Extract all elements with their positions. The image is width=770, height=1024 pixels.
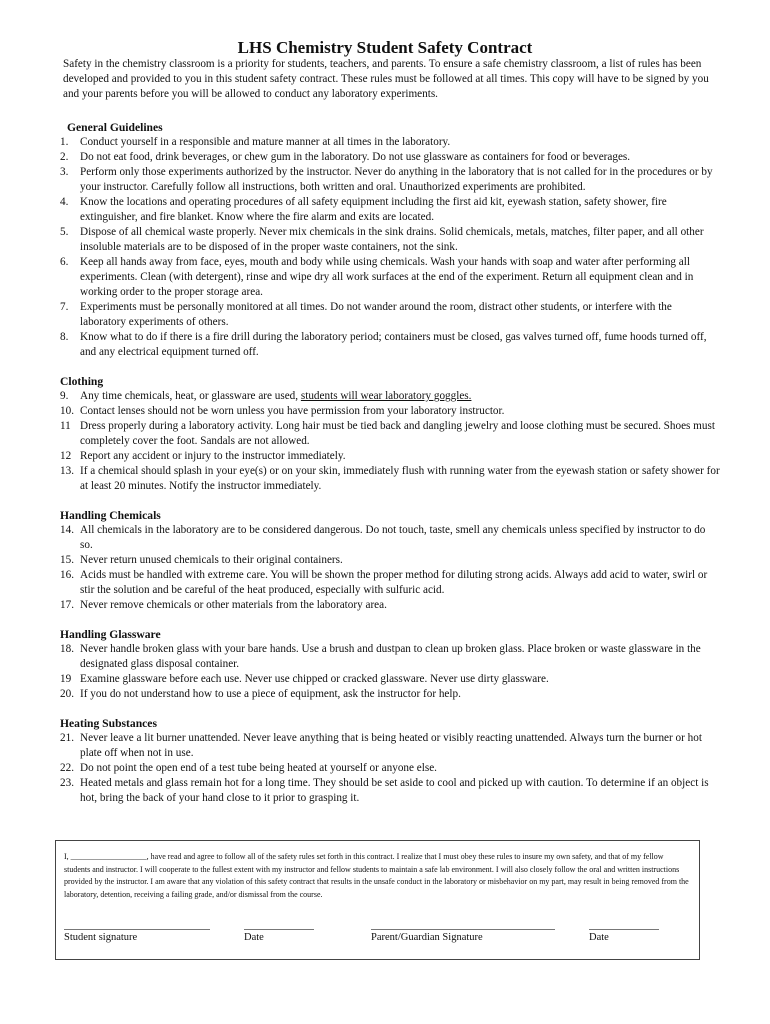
rule-item	[60, 672, 720, 687]
rule-text-block	[80, 404, 720, 419]
rule-item	[60, 687, 720, 702]
rule-number: 13.	[60, 465, 74, 477]
rule-text-block	[80, 165, 720, 195]
section-heading: Heating Substances	[60, 717, 157, 730]
rule-number: 11	[60, 420, 71, 432]
rules-section	[60, 508, 720, 613]
rule-text: Any time chemicals, heat, or glassware are used,	[80, 390, 301, 402]
rule-item	[60, 464, 720, 494]
contract-statement: I, ___________________, have read and agree to follow all of the safety rules set forth in this contract. I realize that I must obey these rules to insure my own safety, and that of my fellow students and instructor. I will cooperate to the fullest extent with my instructor and fellow students to maintain a safe lab environment. I will also closely follow the oral and written instructions provided by the instructor. I am aware that any violation of this safety contract that results in the unsafe conduct in the laboratory or misbehavior on my part, may result in being removed from the laboratory, detention, receiving a failing grade, and/or dismissal from the course.	[64, 852, 689, 899]
rule-text: Never return unused chemicals to their original containers.	[80, 554, 343, 566]
rule-text: If a chemical should splash in your eye(s) or on your skin, immediately flush with running water from the eyewash station or safety shower for at least 20 minutes. Notify the instructor immediately.	[80, 465, 720, 492]
rule-emphasis: students will wear laboratory goggles.	[300, 390, 472, 402]
rule-text-block	[80, 300, 720, 330]
rule-number: 5.	[60, 226, 69, 238]
rule-text-block	[80, 255, 720, 300]
rule-item	[60, 642, 720, 672]
rule-number: 6.	[60, 256, 69, 268]
rule-text: Know what to do if there is a fire drill during the laboratory period; containers must be closed, gas valves turned off, fume hoods turned off, and any electrical equipment turned off.	[80, 331, 707, 358]
rule-text: Report any accident or injury to the instructor immediately.	[80, 450, 346, 462]
rule-item	[60, 300, 720, 330]
rules-section	[60, 120, 720, 360]
rule-text-block	[80, 672, 720, 687]
section-heading: General Guidelines	[67, 121, 163, 134]
rule-text-block	[80, 330, 720, 360]
signature-row	[64, 929, 691, 957]
rule-item	[60, 225, 720, 255]
rule-item	[60, 404, 720, 419]
intro-paragraph: Safety in the chemistry classroom is a priority for students, teachers, and parents. To ensure a safe chemistry classroom, a list of rules has been developed and provided to you in this student safety contract. These rules must be followed at all times. This copy will have to be signed by you and your parents before you will be allowed to conduct any laboratory experiments.	[63, 58, 709, 100]
rule-number: 17.	[60, 599, 74, 611]
contract-box	[55, 840, 700, 960]
parent-signature-field[interactable]	[371, 929, 555, 945]
rule-item	[60, 449, 720, 464]
rule-text: Acids must be handled with extreme care. You will be shown the proper method for diluting strong acids. Always add acid to water, swirl or stir the solution and be careful of the heat produced, especially with sulfuric acid.	[80, 569, 708, 596]
rule-number: 18.	[60, 643, 74, 655]
rule-number: 19	[60, 673, 72, 685]
rule-item	[60, 195, 720, 225]
document-title: LHS Chemistry Student Safety Contract	[237, 38, 533, 57]
rule-text-block	[80, 225, 720, 255]
rule-text: Keep all hands away from face, eyes, mouth and body while using chemicals. Wash your hands with soap and water after performing all experiments. Clean (with detergent), rinse and wipe dry all work surfaces at the end of the experiment. Return all equipment clean and in working order to the proper storage area.	[80, 256, 694, 298]
rule-item	[60, 419, 720, 449]
rule-item	[60, 255, 720, 300]
rule-text-block	[80, 776, 720, 806]
rule-number: 4.	[60, 196, 69, 208]
signature-line	[64, 929, 210, 930]
rules-section	[60, 716, 720, 806]
signature-line	[371, 929, 555, 930]
rule-text-block	[80, 195, 720, 225]
rules-container	[60, 120, 720, 820]
rule-text: Perform only those experiments authorized by the instructor. Never do anything in the laboratory that is not called for in the procedures or by your instructor. Carefully follow all instructions, both written and oral. Unauthorized experiments are prohibited.	[80, 166, 713, 193]
rule-item	[60, 598, 720, 613]
rule-text: Never remove chemicals or other materials from the laboratory area.	[80, 599, 387, 611]
rule-number: 21.	[60, 732, 74, 744]
rule-text: All chemicals in the laboratory are to be considered dangerous. Do not touch, taste, smell any chemicals unless specified by instructor to do so.	[80, 524, 706, 551]
rule-text-block	[80, 449, 720, 464]
signature-line	[589, 929, 659, 930]
rule-text-block	[80, 135, 720, 150]
rule-text: Never handle broken glass with your bare hands. Use a brush and dustpan to clean up broken glass. Place broken or waste glassware in the designated glass disposal container.	[80, 643, 701, 670]
rule-number: 8.	[60, 331, 69, 343]
rule-item	[60, 389, 720, 404]
rule-item	[60, 568, 720, 598]
rule-text: Know the locations and operating procedures of all safety equipment including the first aid kit, eyewash station, safety shower, fire extinguisher, and fire blanket. Know where the fire alarm and exits are located.	[80, 196, 667, 223]
student-signature-field[interactable]	[64, 929, 210, 945]
student-signature-label: Student signature	[64, 932, 138, 943]
student-date-label: Date	[244, 932, 264, 943]
rule-number: 10.	[60, 405, 74, 417]
rule-item	[60, 150, 720, 165]
rule-number: 12	[60, 450, 72, 462]
rule-text-block	[80, 687, 720, 702]
rule-item	[60, 553, 720, 568]
rule-text-block	[80, 553, 720, 568]
rule-number: 7.	[60, 301, 69, 313]
rule-number: 1.	[60, 136, 69, 148]
rule-item	[60, 165, 720, 195]
rule-number: 20.	[60, 688, 74, 700]
rule-text: Never leave a lit burner unattended. Never leave anything that is being heated or visibly reacting unattended. Always turn the burner or hot plate off when not in use.	[80, 732, 702, 759]
rule-text: If you do not understand how to use a piece of equipment, ask the instructor for help.	[80, 688, 461, 700]
rule-item	[60, 761, 720, 776]
rule-number: 16.	[60, 569, 74, 581]
rule-number: 23.	[60, 777, 74, 789]
rule-text-block	[80, 419, 720, 449]
parent-date-field[interactable]	[589, 929, 659, 945]
parent-signature-label: Parent/Guardian Signature	[371, 932, 483, 943]
rule-text-block	[80, 731, 720, 761]
rule-item	[60, 776, 720, 806]
rule-text: Dress properly during a laboratory activity. Long hair must be tied back and dangling jewelry and loose clothing must be secured. Shoes must completely cover the foot. Sandals are not allowed.	[80, 420, 715, 447]
rule-text-block	[80, 389, 720, 404]
student-date-field[interactable]	[244, 929, 314, 945]
rule-item	[60, 731, 720, 761]
rule-text-block	[80, 568, 720, 598]
rule-text: Conduct yourself in a responsible and mature manner at all times in the laboratory.	[80, 136, 451, 148]
rule-text-block	[80, 642, 720, 672]
section-heading: Handling Glassware	[60, 628, 161, 641]
parent-date-label: Date	[589, 932, 609, 943]
rule-text-block	[80, 523, 720, 553]
rule-text-block	[80, 761, 720, 776]
section-heading: Clothing	[60, 375, 104, 388]
rule-text: Examine glassware before each use. Never use chipped or cracked glassware. Never use dirty glassware.	[80, 673, 549, 685]
rule-number: 2.	[60, 151, 69, 163]
section-heading: Handling Chemicals	[60, 509, 161, 522]
rule-number: 3.	[60, 166, 69, 178]
rule-number: 22.	[60, 762, 74, 774]
rule-number: 9.	[60, 390, 69, 402]
rules-section	[60, 627, 720, 702]
rule-text: Experiments must be personally monitored at all times. Do not wander around the room, distract other students, or interfere with the laboratory experiments of others.	[80, 301, 672, 328]
rule-number: 14.	[60, 524, 74, 536]
rule-text: Do not point the open end of a test tube being heated at yourself or anyone else.	[80, 762, 437, 774]
rule-text-block	[80, 464, 720, 494]
rule-item	[60, 330, 720, 360]
signature-line	[244, 929, 314, 930]
rules-section	[60, 374, 720, 494]
rule-text: Contact lenses should not be worn unless you have permission from your laboratory instructor.	[80, 405, 505, 417]
rule-text-block	[80, 150, 720, 165]
rule-text: Do not eat food, drink beverages, or chew gum in the laboratory. Do not use glassware as containers for food or beverages.	[80, 151, 631, 163]
rule-text: Dispose of all chemical waste properly. Never mix chemicals in the sink drains. Solid chemicals, metals, matches, filter paper, and all other insoluble materials are to be disposed of in the proper waste containers, not the sink.	[80, 226, 704, 253]
rule-text-block	[80, 598, 720, 613]
rule-item	[60, 523, 720, 553]
rule-number: 15.	[60, 554, 74, 566]
rule-text: Heated metals and glass remain hot for a long time. They should be set aside to cool and picked up with caution. To determine if an object is hot, bring the back of your hand close to it prior to grasping it.	[80, 777, 709, 804]
rule-item	[60, 135, 720, 150]
